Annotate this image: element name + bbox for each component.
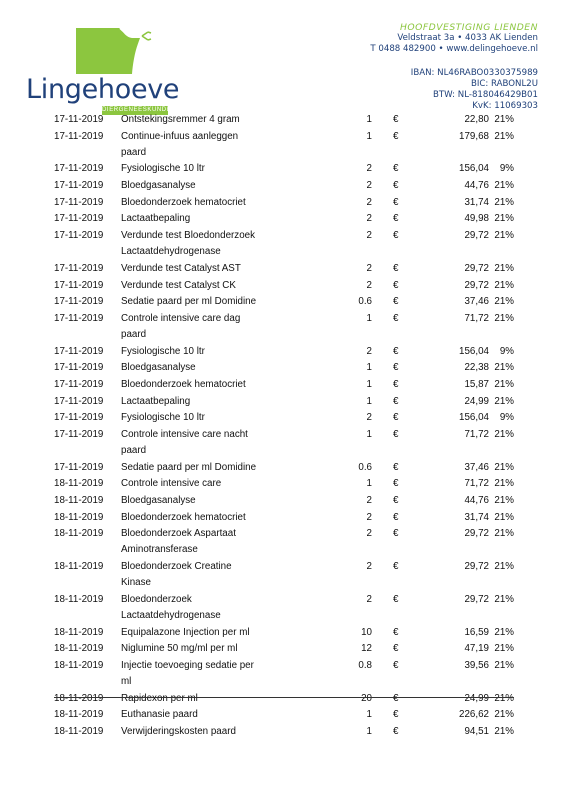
row-amount: 31,74 [464, 196, 489, 208]
contact-block [370, 22, 538, 112]
row-amount: 24,99 [464, 395, 489, 407]
row-description: Lactaatbepaling [121, 395, 191, 407]
row-currency: € [393, 495, 399, 507]
row-description: Ontstekingsremmer 4 gram [121, 114, 240, 125]
table-row [54, 129, 514, 161]
table-row [54, 641, 514, 657]
table-row [54, 724, 514, 740]
row-currency: € [393, 643, 399, 655]
row-vat: 21% [494, 312, 514, 324]
row-currency: € [393, 395, 399, 407]
row-vat: 21% [494, 196, 514, 208]
table-row [54, 658, 514, 690]
row-amount: 44,76 [464, 180, 489, 192]
table-row [54, 559, 514, 591]
row-date: 17-11-2019 [54, 230, 104, 242]
row-amount: 29,72 [464, 528, 489, 540]
row-amount: 44,76 [464, 495, 489, 507]
row-amount: 15,87 [464, 378, 489, 390]
row-amount: 156,04 [459, 163, 489, 175]
row-vat: 21% [494, 709, 514, 721]
row-description: Bloedonderzoek Lactaatdehydrogenase [121, 593, 221, 621]
kvk-line: KvK: 11069303 [472, 101, 538, 111]
row-amount: 29,72 [464, 230, 489, 242]
row-vat: 21% [494, 593, 514, 605]
row-quantity: 12 [361, 643, 372, 655]
row-description: Bloedonderzoek hematocriet [121, 196, 246, 208]
row-quantity: 1 [366, 429, 372, 440]
row-date: 17-11-2019 [54, 130, 104, 142]
row-date: 18-11-2019 [54, 709, 104, 721]
table-row [54, 476, 514, 492]
row-vat: 21% [494, 528, 514, 540]
row-quantity: 2 [366, 213, 372, 225]
row-currency: € [393, 528, 399, 540]
logo-mark-icon [72, 24, 156, 74]
row-currency: € [393, 478, 399, 490]
row-description: Controle intensive care nacht paard [121, 429, 248, 456]
table-row [54, 592, 514, 624]
row-currency: € [393, 692, 399, 704]
row-vat: 21% [494, 725, 514, 737]
row-quantity: 10 [361, 626, 372, 638]
row-quantity: 1 [366, 725, 372, 737]
row-vat: 21% [494, 478, 514, 490]
row-quantity: 2 [366, 511, 372, 523]
row-description: Bloedgasanalyse [121, 180, 196, 192]
row-description: Verwijderingskosten paard [121, 725, 236, 737]
table-row [54, 228, 514, 260]
row-description: Verdunde test Catalyst CK [121, 279, 236, 291]
phone-web-line: T 0488 482900 • www.delingehoeve.nl [370, 44, 538, 54]
row-currency: € [393, 511, 399, 523]
row-date: 17-11-2019 [54, 345, 104, 357]
row-currency: € [393, 362, 399, 374]
row-amount: 37,46 [464, 461, 489, 473]
row-vat: 21% [494, 626, 514, 638]
row-currency: € [393, 296, 399, 308]
row-currency: € [393, 461, 399, 473]
row-currency: € [393, 230, 399, 242]
row-amount: 22,38 [464, 362, 489, 374]
btw-line: BTW: NL-818046429B01 [433, 90, 538, 100]
row-description: Sedatie paard per ml Domidine [121, 296, 257, 308]
logo-wordmark: Lingehoeve [26, 74, 180, 105]
row-date: 17-11-2019 [54, 163, 104, 175]
table-row [54, 377, 514, 393]
row-date: 17-11-2019 [54, 362, 104, 374]
row-vat: 21% [494, 461, 514, 473]
row-currency: € [393, 345, 399, 357]
row-quantity: 0.6 [358, 296, 372, 308]
row-vat: 21% [494, 511, 514, 523]
row-vat: 21% [494, 429, 514, 440]
table-row [54, 707, 514, 723]
row-date: 17-11-2019 [54, 378, 104, 390]
row-description: Fysiologische 10 ltr [121, 163, 205, 175]
table-row [54, 526, 514, 558]
row-date: 17-11-2019 [54, 395, 104, 407]
row-description: Bloedonderzoek Aspartaat Aminotransferase [121, 528, 236, 556]
row-currency: € [393, 163, 399, 175]
row-amount: 94,51 [464, 725, 489, 737]
row-date: 18-11-2019 [54, 528, 104, 540]
table-row [54, 278, 514, 294]
row-description: Rapidexon per ml [121, 692, 198, 704]
table-row [54, 211, 514, 227]
row-amount: 29,72 [464, 593, 489, 605]
row-quantity: 0.8 [358, 659, 372, 671]
table-row [54, 410, 514, 426]
row-currency: € [393, 213, 399, 225]
row-date: 18-11-2019 [54, 659, 104, 671]
table-row [54, 294, 514, 310]
row-quantity: 2 [366, 279, 372, 291]
row-quantity: 1 [366, 478, 372, 490]
row-quantity: 1 [366, 362, 372, 374]
row-date: 17-11-2019 [54, 262, 104, 274]
bic-line: BIC: RABONL2U [470, 79, 538, 89]
row-description: Bloedonderzoek hematocriet [121, 511, 246, 523]
row-currency: € [393, 196, 399, 208]
table-row [54, 510, 514, 526]
row-currency: € [393, 709, 399, 721]
row-date: 18-11-2019 [54, 692, 104, 704]
row-quantity: 20 [361, 692, 372, 704]
row-date: 17-11-2019 [54, 429, 104, 440]
row-amount: 71,72 [464, 429, 489, 440]
table-row [54, 360, 514, 376]
row-currency: € [393, 659, 399, 671]
company-logo [26, 22, 180, 114]
row-amount: 29,72 [464, 262, 489, 274]
row-date: 17-11-2019 [54, 196, 104, 208]
row-amount: 24,99 [464, 692, 489, 704]
table-row [54, 112, 514, 128]
row-vat: 21% [494, 180, 514, 192]
row-description: Bloedgasanalyse [121, 495, 196, 507]
row-vat: 21% [494, 643, 514, 655]
row-vat: 21% [494, 561, 514, 573]
table-row [54, 311, 514, 343]
row-amount: 39,56 [464, 659, 489, 671]
row-quantity: 2 [366, 345, 372, 357]
row-currency: € [393, 130, 399, 142]
row-quantity: 1 [366, 395, 372, 407]
row-date: 18-11-2019 [54, 561, 104, 573]
row-date: 17-11-2019 [54, 114, 104, 125]
row-vat: 21% [494, 362, 514, 374]
row-quantity: 2 [366, 528, 372, 540]
row-description: Fysiologische 10 ltr [121, 345, 205, 357]
row-description: Sedatie paard per ml Domidine [121, 461, 257, 473]
row-description: Controle intensive care [121, 478, 222, 490]
row-vat: 21% [494, 659, 514, 671]
row-description: Bloedonderzoek Creatine Kinase [121, 561, 232, 589]
row-quantity: 1 [366, 709, 372, 721]
row-vat: 21% [494, 114, 514, 125]
row-amount: 37,46 [464, 296, 489, 308]
row-amount: 156,04 [459, 412, 489, 424]
table-row [54, 625, 514, 641]
row-amount: 16,59 [464, 626, 489, 638]
row-vat: 21% [494, 692, 514, 704]
row-date: 18-11-2019 [54, 626, 104, 638]
row-amount: 71,72 [464, 478, 489, 490]
row-vat: 21% [494, 495, 514, 507]
row-description: Injectie toevoeging sedatie per ml [121, 659, 254, 687]
row-quantity: 0.6 [358, 461, 372, 473]
row-date: 17-11-2019 [54, 213, 104, 225]
row-currency: € [393, 114, 399, 125]
row-amount: 29,72 [464, 561, 489, 573]
row-quantity: 2 [366, 230, 372, 242]
table-row [54, 691, 514, 707]
row-quantity: 2 [366, 495, 372, 507]
row-date: 18-11-2019 [54, 511, 104, 523]
row-description: Fysiologische 10 ltr [121, 412, 205, 424]
row-currency: € [393, 279, 399, 291]
row-vat: 21% [494, 213, 514, 225]
row-vat: 21% [494, 230, 514, 242]
row-amount: 179,68 [459, 130, 489, 142]
row-description: Lactaatbepaling [121, 213, 191, 225]
row-vat: 9% [499, 163, 514, 175]
row-date: 17-11-2019 [54, 279, 104, 291]
row-quantity: 2 [366, 412, 372, 424]
row-amount: 22,80 [464, 114, 489, 125]
row-quantity: 1 [366, 114, 372, 125]
row-currency: € [393, 593, 399, 605]
row-currency: € [393, 412, 399, 424]
row-vat: 9% [499, 412, 514, 424]
row-description: Bloedonderzoek hematocriet [121, 378, 246, 390]
row-quantity: 2 [366, 262, 372, 274]
row-date: 18-11-2019 [54, 725, 104, 737]
table-row [54, 261, 514, 277]
table-row [54, 178, 514, 194]
row-vat: 21% [494, 130, 514, 142]
logo-tagline: DIERGENEESKUNDE [102, 107, 172, 113]
table-row [54, 394, 514, 410]
row-description: Verdunde test Catalyst AST [121, 262, 241, 274]
row-amount: 47,19 [464, 643, 489, 655]
address-line: Veldstraat 3a • 4033 AK Lienden [397, 33, 538, 43]
row-currency: € [393, 180, 399, 192]
row-description: Euthanasie paard [121, 709, 198, 721]
row-amount: 29,72 [464, 279, 489, 291]
row-quantity: 2 [366, 163, 372, 175]
row-description: Equipalazone Injection per ml [121, 626, 250, 638]
row-date: 18-11-2019 [54, 643, 104, 655]
row-quantity: 2 [366, 561, 372, 573]
row-quantity: 2 [366, 196, 372, 208]
row-description: Bloedgasanalyse [121, 362, 196, 374]
row-currency: € [393, 429, 399, 440]
row-quantity: 1 [366, 312, 372, 324]
row-date: 17-11-2019 [54, 461, 104, 473]
row-amount: 156,04 [459, 345, 489, 357]
row-quantity: 1 [366, 130, 372, 142]
row-date: 17-11-2019 [54, 412, 104, 424]
table-row [54, 460, 514, 476]
table-row [54, 344, 514, 360]
row-description: Continue-infuus aanleggen paard [121, 130, 239, 158]
row-vat: 21% [494, 378, 514, 390]
row-currency: € [393, 262, 399, 274]
table-row [54, 195, 514, 211]
row-vat: 21% [494, 279, 514, 291]
row-description: Verdunde test Bloedonderzoek Lactaatdehydrogenase [121, 230, 255, 258]
table-row [54, 427, 514, 459]
location-title: HOOFDVESTIGING LIENDEN [400, 22, 538, 33]
table-bottom-rule [54, 697, 514, 698]
row-date: 17-11-2019 [54, 296, 104, 308]
row-vat: 21% [494, 395, 514, 407]
row-date: 18-11-2019 [54, 593, 104, 605]
row-currency: € [393, 378, 399, 390]
invoice-lines [54, 112, 514, 741]
row-amount: 31,74 [464, 511, 489, 523]
table-row [54, 161, 514, 177]
row-amount: 49,98 [464, 213, 489, 225]
row-currency: € [393, 561, 399, 573]
table-row [54, 493, 514, 509]
row-vat: 21% [494, 296, 514, 308]
row-currency: € [393, 725, 399, 737]
row-vat: 21% [494, 262, 514, 274]
row-quantity: 1 [366, 378, 372, 390]
row-currency: € [393, 312, 399, 324]
row-amount: 226,62 [459, 709, 489, 721]
row-vat: 9% [499, 345, 514, 357]
row-date: 18-11-2019 [54, 495, 104, 507]
row-amount: 71,72 [464, 312, 489, 324]
row-description: Niglumine 50 mg/ml per ml [121, 643, 238, 655]
row-quantity: 2 [366, 593, 372, 605]
row-description: Controle intensive care dag paard [121, 312, 241, 340]
row-date: 17-11-2019 [54, 312, 104, 324]
row-date: 18-11-2019 [54, 478, 104, 490]
row-currency: € [393, 626, 399, 638]
row-date: 17-11-2019 [54, 180, 104, 192]
row-quantity: 2 [366, 180, 372, 192]
iban-line: IBAN: NL46RABO0330375989 [410, 68, 538, 78]
